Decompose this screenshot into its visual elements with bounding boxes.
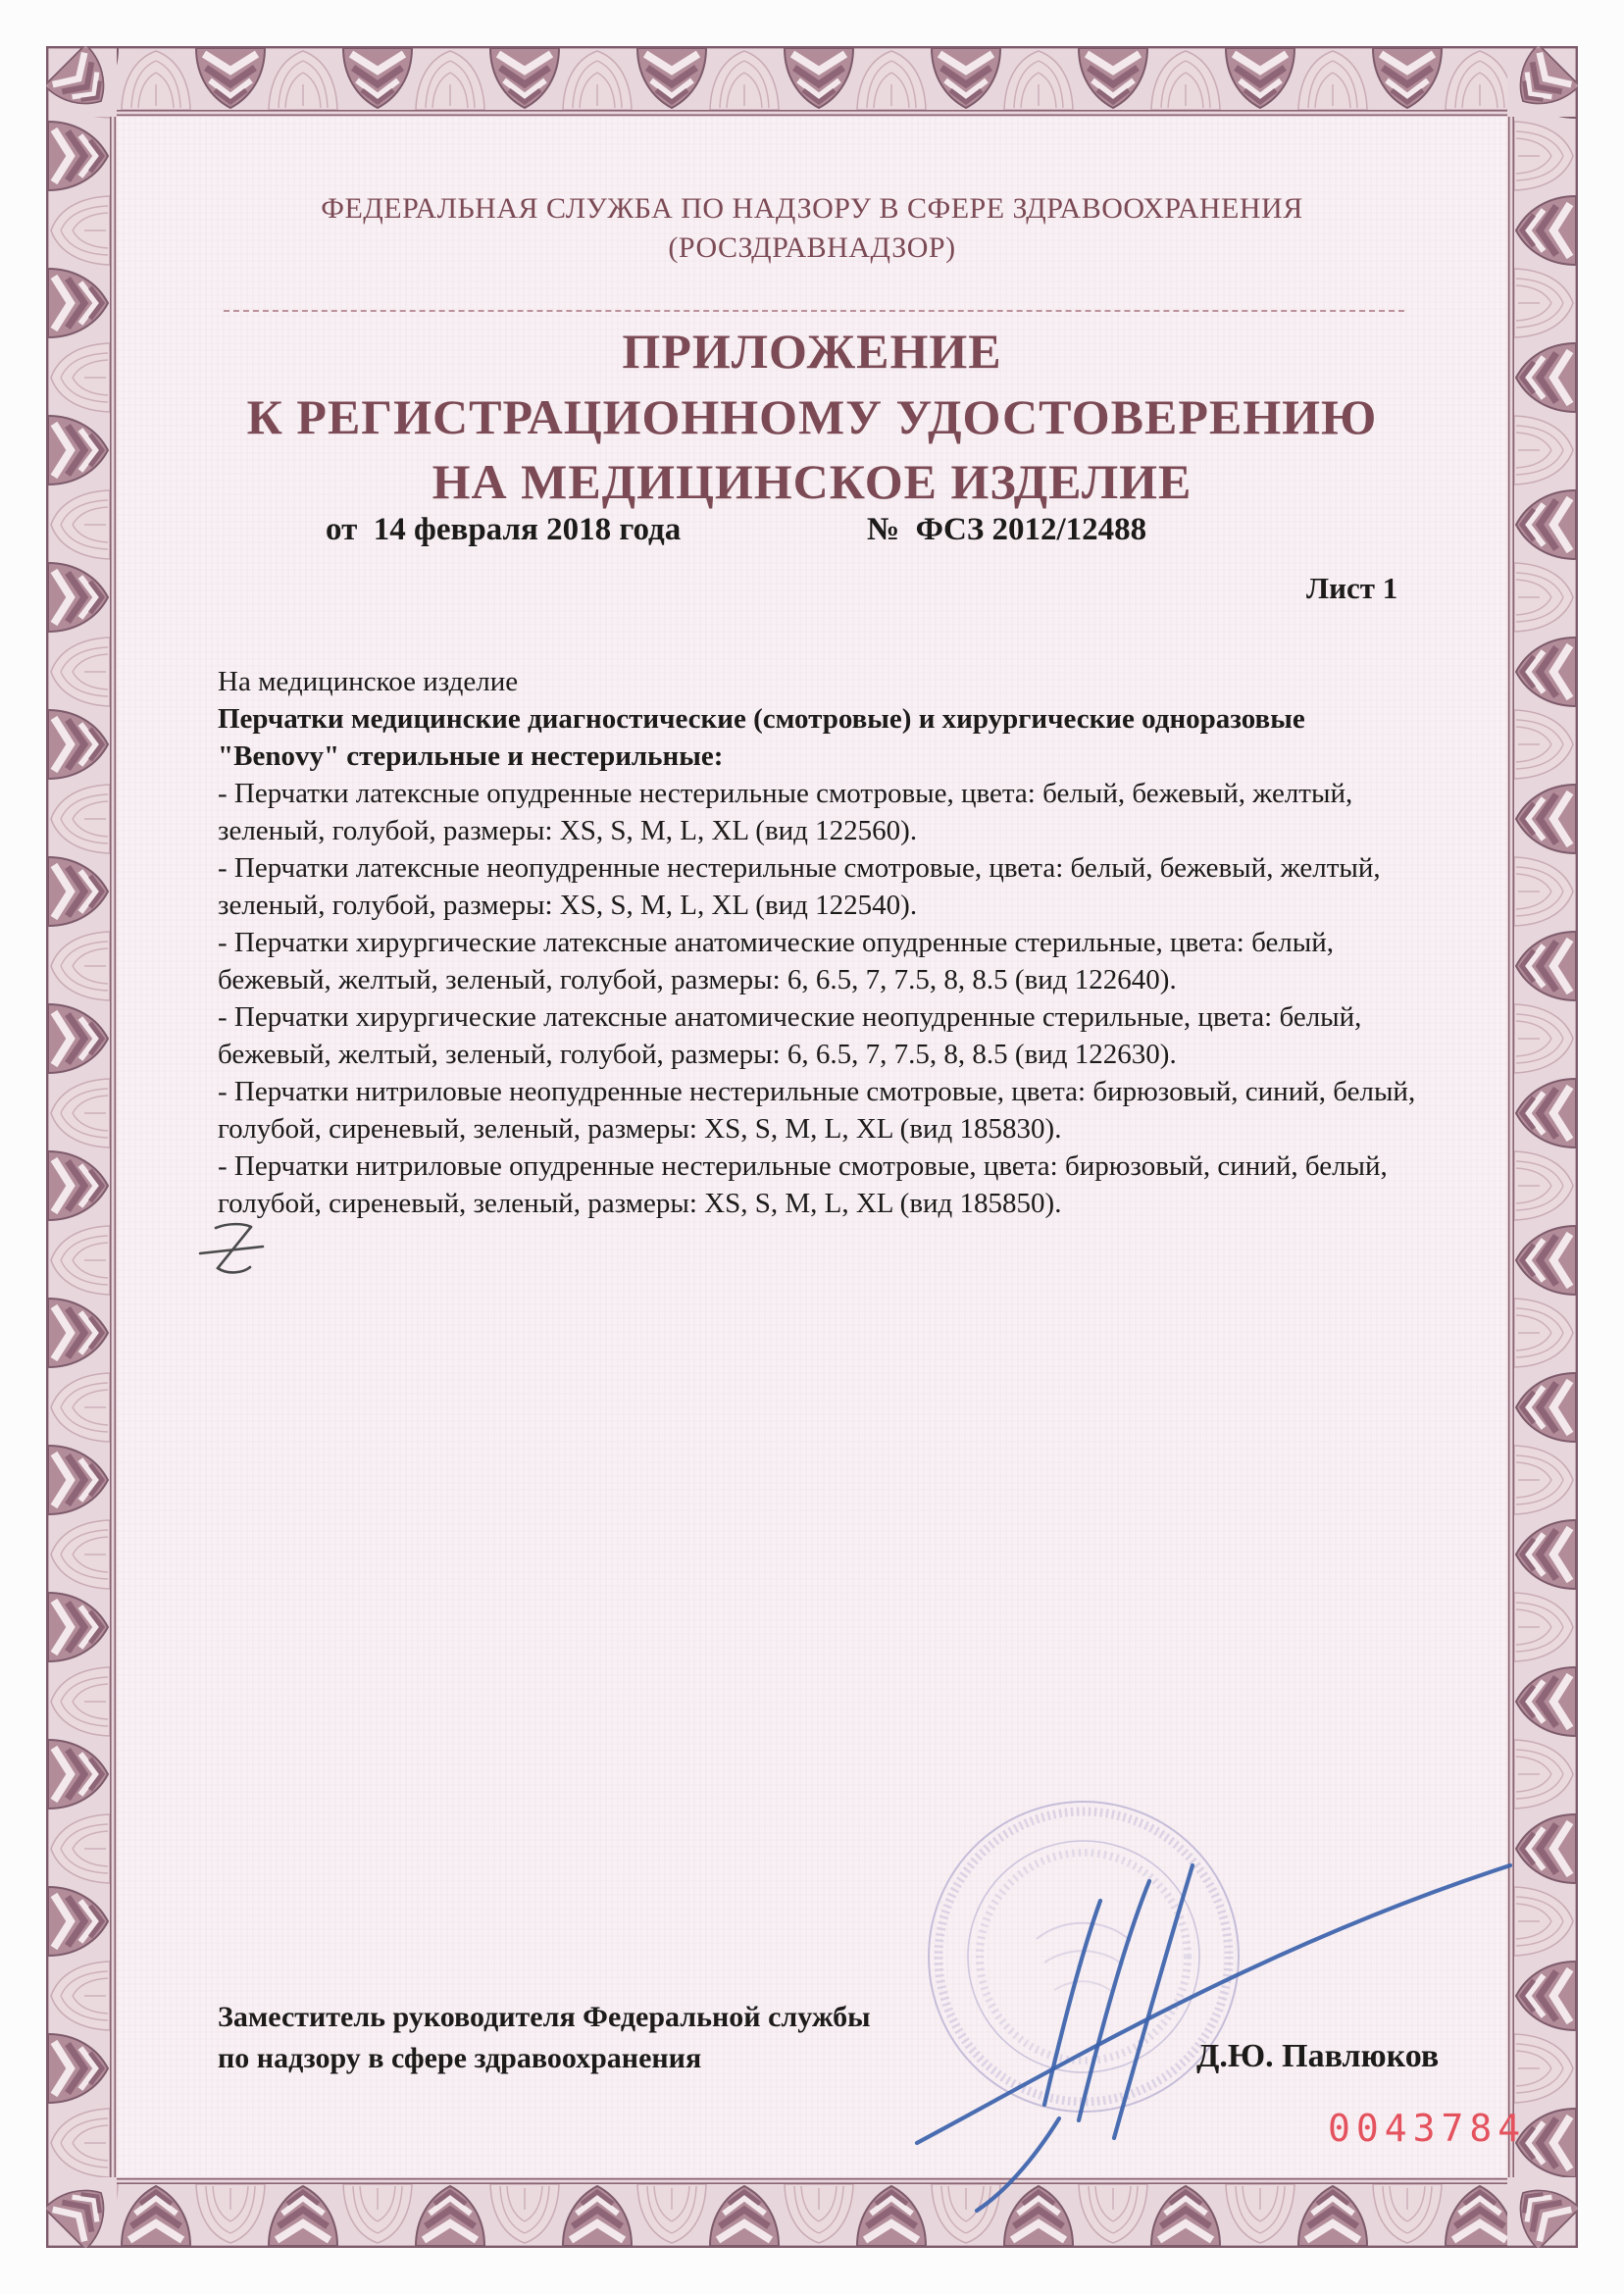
border-strip-top bbox=[46, 46, 1578, 117]
document-title-line3: НА МЕДИЦИНСКОЕ ИЗДЕЛИЕ bbox=[431, 454, 1193, 509]
glove-item: - Перчатки хирургические латексные анатомические неопудренные стерильные, цвета: белый, бежевый, желтый, зеленый, голубой, размеры: 6, 6.5, 7, 7.5, 8, 8.5 (вид 122630). bbox=[218, 1001, 1362, 1070]
glove-item: - Перчатки латексные опудренные нестерильные смотровые, цвета: белый, бежевый, желтый, зеленый, голубой, размеры: XS, S, M, L, XL (вид 122560). bbox=[218, 778, 1353, 846]
glove-item-list bbox=[218, 775, 1424, 1222]
issue-date: от 14 февраля 2018 года bbox=[326, 512, 682, 547]
border-corner-bottom-left bbox=[46, 2177, 117, 2248]
pen-signature bbox=[863, 1814, 1530, 2226]
signer-title-line2: по надзору в сфере здравоохранения bbox=[218, 2042, 702, 2074]
signer-title-line1: Заместитель руководителя Федеральной службы bbox=[218, 2001, 871, 2033]
glove-item: - Перчатки латексные неопудренные нестерильные смотровые, цвета: белый, бежевый, желтый, зеленый, голубой, размеры: XS, S, M, L, XL (вид 122540). bbox=[218, 852, 1381, 921]
header-separator bbox=[224, 310, 1404, 312]
document-title-line1: ПРИЛОЖЕНИЕ bbox=[622, 324, 1002, 379]
agency-short-name: (РОСЗДРАВНАДЗОР) bbox=[668, 231, 956, 264]
glove-item: - Перчатки нитриловые опудренные нестерильные смотровые, цвета: бирюзовый, синий, белый, голубой, сиреневый, зеленый, размеры: XS, S, M, L, XL (вид 185850). bbox=[218, 1150, 1388, 1219]
intro-line: На медицинское изделие bbox=[218, 666, 519, 697]
agency-name: ФЕДЕРАЛЬНАЯ СЛУЖБА ПО НАДЗОРУ В СФЕРЕ ЗДРАВООХРАНЕНИЯ bbox=[321, 192, 1303, 225]
glove-item: - Перчатки хирургические латексные анатомические опудренные стерильные, цвета: белый, бежевый, желтый, зеленый, голубой, размеры: 6, 6.5, 7, 7.5, 8, 8.5 (вид 122640). bbox=[218, 927, 1335, 995]
registration-number: № ФСЗ 2012/12488 bbox=[867, 512, 1147, 547]
form-serial-number: 0043784 bbox=[1328, 2107, 1527, 2150]
sheet-number: Лист 1 bbox=[1306, 571, 1398, 605]
document-title-line2: К РЕГИСТРАЦИОННОМУ УДОСТОВЕРЕНИЮ bbox=[246, 389, 1378, 444]
handwritten-z-mark bbox=[194, 1214, 282, 1285]
border-corner-top-right bbox=[1507, 46, 1578, 117]
border-corner-top-left bbox=[46, 46, 117, 117]
product-title: Перчатки медицинские диагностические (смотровые) и хирургические одноразовые "Benovy" стерильные и нестерильные: bbox=[218, 703, 1305, 772]
glove-item: - Перчатки нитриловые неопудренные нестерильные смотровые, цвета: бирюзовый, синий, белый, голубой, сиреневый, зеленый, размеры: XS, S, M, L, XL (вид 185830). bbox=[218, 1076, 1416, 1145]
device-description bbox=[218, 663, 1424, 1222]
border-strip-left bbox=[46, 46, 117, 2248]
signer-name: Д.Ю. Павлюков bbox=[1196, 2038, 1440, 2074]
